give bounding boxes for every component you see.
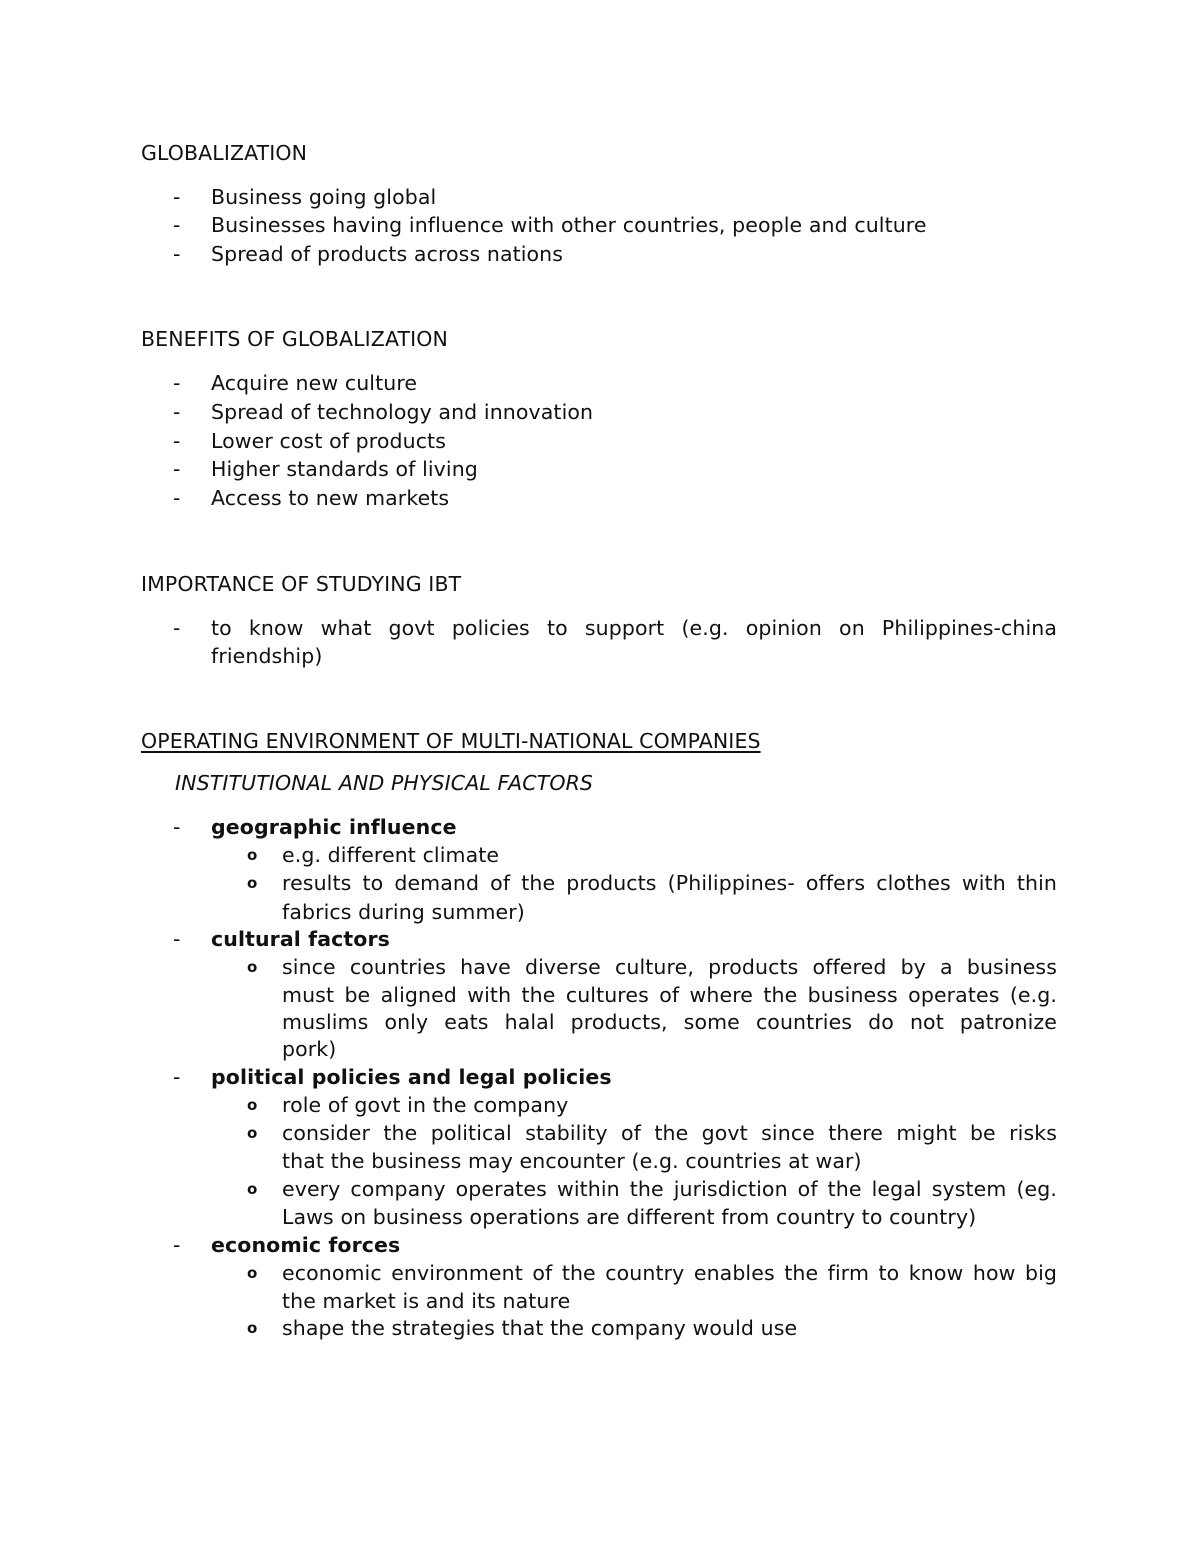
- bullet-icon: o: [247, 1096, 258, 1114]
- list-item: Access to new markets: [211, 486, 450, 510]
- sub-item-continuation: pork): [282, 1037, 337, 1061]
- section-heading-importance: IMPORTANCE OF STUDYING IBT: [141, 572, 462, 596]
- bullet-icon: o: [247, 1319, 258, 1337]
- list-item: Higher standards of living: [211, 457, 478, 481]
- list-dash: -: [173, 185, 181, 209]
- list-dash: -: [173, 1065, 181, 1089]
- section-heading-operating-environment: OPERATING ENVIRONMENT OF MULTI-NATIONAL COMPANIES: [141, 729, 761, 753]
- sub-item: since countries have diverse culture, products offered by a business: [282, 955, 1057, 979]
- list-item-continuation: friendship): [211, 644, 323, 668]
- sub-item-continuation: Laws on business operations are different from country to country): [282, 1205, 977, 1229]
- factor-title: political policies and legal policies: [211, 1065, 612, 1089]
- bullet-icon: o: [247, 958, 258, 976]
- bullet-icon: o: [247, 874, 258, 892]
- list-item: Lower cost of products: [211, 429, 446, 453]
- list-item: Spread of technology and innovation: [211, 400, 594, 424]
- list-item: Businesses having influence with other countries, people and culture: [211, 213, 927, 237]
- subheading-institutional-physical: INSTITUTIONAL AND PHYSICAL FACTORS: [175, 771, 594, 795]
- factor-title: geographic influence: [211, 815, 457, 839]
- sub-item: shape the strategies that the company would use: [282, 1316, 798, 1340]
- list-dash: -: [173, 457, 181, 481]
- sub-item: e.g. different climate: [282, 843, 500, 867]
- sub-item: consider the political stability of the govt since there might be risks: [282, 1121, 1057, 1145]
- sub-item-continuation: fabrics during summer): [282, 900, 525, 924]
- list-dash: -: [173, 213, 181, 237]
- sub-item-continuation: must be aligned with the cultures of where the business operates (e.g.: [282, 983, 1057, 1007]
- list-dash: -: [173, 400, 181, 424]
- list-dash: -: [173, 815, 181, 839]
- sub-item: economic environment of the country enables the firm to know how big: [282, 1261, 1057, 1285]
- sub-item-continuation: muslims only eats halal products, some countries do not patronize: [282, 1010, 1057, 1034]
- list-item: Spread of products across nations: [211, 242, 564, 266]
- list-dash: -: [173, 1233, 181, 1257]
- section-heading-globalization: GLOBALIZATION: [141, 141, 308, 165]
- sub-item-continuation: that the business may encounter (e.g. countries at war): [282, 1149, 862, 1173]
- list-dash: -: [173, 616, 181, 640]
- section-heading-benefits: BENEFITS OF GLOBALIZATION: [141, 327, 448, 351]
- list-dash: -: [173, 927, 181, 951]
- sub-item: results to demand of the products (Philippines- offers clothes with thin: [282, 871, 1057, 895]
- bullet-icon: o: [247, 1264, 258, 1282]
- bullet-icon: o: [247, 1180, 258, 1198]
- bullet-icon: o: [247, 846, 258, 864]
- bullet-icon: o: [247, 1124, 258, 1142]
- factor-title: economic forces: [211, 1233, 401, 1257]
- factor-title: cultural factors: [211, 927, 390, 951]
- list-dash: -: [173, 486, 181, 510]
- sub-item-continuation: the market is and its nature: [282, 1289, 571, 1313]
- sub-item: role of govt in the company: [282, 1093, 569, 1117]
- list-dash: -: [173, 429, 181, 453]
- sub-item: every company operates within the jurisdiction of the legal system (eg.: [282, 1177, 1057, 1201]
- list-dash: -: [173, 371, 181, 395]
- list-item: to know what govt policies to support (e.g. opinion on Philippines-china: [211, 616, 1057, 640]
- list-item: Business going global: [211, 185, 437, 209]
- list-dash: -: [173, 242, 181, 266]
- list-item: Acquire new culture: [211, 371, 418, 395]
